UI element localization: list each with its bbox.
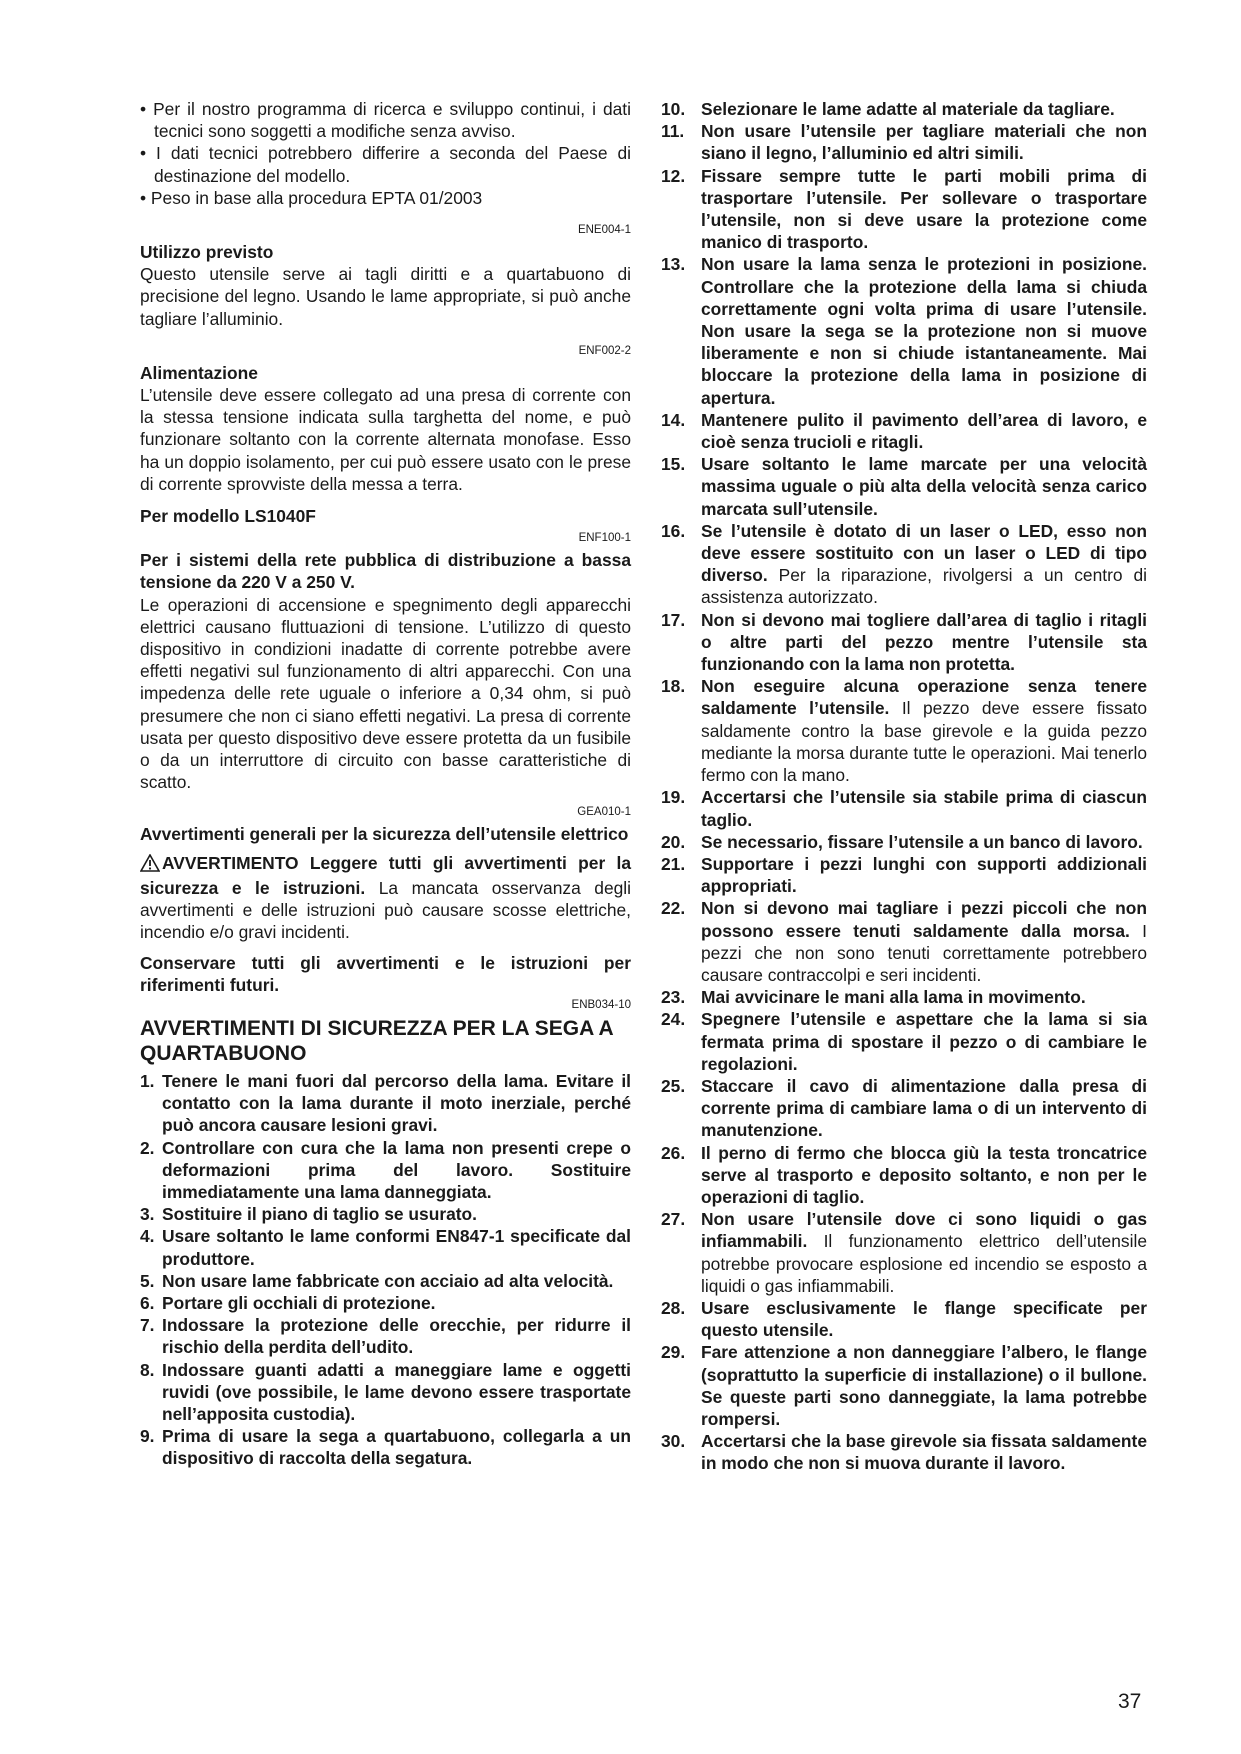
list-item: 7. Indossare la protezione delle orecchie, per ridurre il rischio della perdita dell’udito. [140, 1315, 631, 1358]
safety-list-left [140, 1070, 631, 1470]
section-text: L’utensile deve essere collegato ad una presa di corrente con la stessa tensione indicata sulla targhetta del nome, e può funzionare soltanto con la corrente alternata monofase. Esso ha un doppio isolamento, per cui può essere usato con le prese di corrente sprovviste della messa a terra. [140, 385, 631, 494]
list-item: 16. Se l’utensile è dotato di un laser o LED, esso non deve essere sostituito con un laser o LED di tipo diverso. Per la riparazione, rivolgersi a un centro di assistenza autorizzato. [661, 520, 1147, 608]
list-item: 27. Non usare l’utensile dove ci sono liquidi o gas infiammabili. Il funzionamento elettrico dell’utensile potrebbe provocare esplosione ed incendio se esposto a liquidi o gas infiammabili. [661, 1209, 1147, 1296]
conserve-note: Conservare tutti gli avvertimenti e le istruzioni per riferimenti futuri. [140, 952, 631, 995]
section-text: Le operazioni di accensione e spegnimento degli apparecchi elettrici causano fluttuazioni di tensione. L’utilizzo di questo dispositivo in condizioni inadatte di corrente potrebbe avere effetti negativi sul funzionamento di altri apparecchi. Con una impedenza delle rete uguale o inferiore a 0,34 ohm, si può presumere che non ci siano effetti negativi. La presa di corrente usata per questo dispositivo deve essere protetta da un fusibile o da un interruttore di circuito con basse caratteristiche di scatto. [140, 594, 631, 793]
list-item: 2. Controllare con cura che la lama non presenti crepe o deformazioni prima del lavoro. Sostituire immediatamente una lama danneggiata. [140, 1137, 631, 1202]
section-title: Utilizzo previsto [140, 242, 274, 263]
list-item: 17. Non si devono mai togliere dall’area di taglio i ritagli o altre parti del pezzo mentre l’utensile sta funzionando con la lama non protetta. [661, 609, 1147, 675]
list-item: 10. Selezionare le lame adatte al materiale da tagliare. [661, 99, 1115, 119]
section-code: ENE004-1 [577, 224, 631, 237]
section-title: Alimentazione [140, 362, 258, 383]
list-item: 1. Tenere le mani fuori dal percorso della lama. Evitare il contatto con la lama durante il moto inerziale, perché può ancora causare lesioni gravi. [140, 1070, 631, 1136]
list-item: 4. Usare soltanto le lame conformi EN847-1 specificate dal produttore. [140, 1226, 631, 1269]
list-item: 14. Mantenere pulito il pavimento dell’area di lavoro, e cioè senza trucioli e ritagli. [661, 409, 1147, 453]
list-item: 19. Accertarsi che l’utensile sia stabile prima di ciascun taglio. [661, 787, 1147, 830]
list-item: 26. Il perno di fermo che blocca giù la testa troncatrice serve al trasporto e deposito soltanto, e non per le operazioni di taglio. [661, 1142, 1147, 1207]
warning-triangle-icon [140, 854, 160, 877]
section-title: Per i sistemi della rete pubblica di distribuzione a bassa tensione da 220 V a 250 V. [140, 550, 631, 593]
warning-text: La mancata osservanza degli avvertimenti e delle istruzioni può causare scosse elettriche, incendio e/o gravi incidenti. [140, 877, 632, 943]
list-item: 24. Spegnere l’utensile e aspettare che la lama si sia fermata prima di spostare il pezzo o di cambiare le regolazioni. [661, 1009, 1147, 1074]
list-item: 9. Prima di usare la sega a quartabuono, collegarla a un dispositivo di raccolta della segatura. [140, 1426, 631, 1469]
bullet-item: • Peso in base alla procedura EPTA 01/2003 [140, 187, 483, 208]
warning-bold: AVVERTIMENTO Leggere tutti gli avvertimenti per la sicurezza e le istruzioni. [140, 852, 631, 898]
section-title: Avvertimenti generali per la sicurezza dell’utensile elettrico [140, 824, 629, 845]
section-code: ENF002-2 [578, 344, 631, 357]
safety-list-right [661, 98, 1147, 1475]
list-item: 15. Usare soltanto le lame marcate per una velocità massima uguale o più alta della velocità senza carico marcata sull’utensile. [661, 454, 1147, 519]
list-item: 18. Non eseguire alcuna operazione senza tenere saldamente l’utensile. Il pezzo deve essere fissato saldamente contro la base girevole e la guida pezzo mediante la morsa durante tutte le operazioni. Mai tenerlo fermo con la mano. [661, 676, 1147, 786]
warning-paragraph [140, 852, 631, 944]
list-item: 6. Portare gli occhiali di protezione. [140, 1292, 436, 1313]
list-item: 22. Non si devono mai tagliare i pezzi piccoli che non possono essere tenuti saldamente dalla morsa. I pezzi che non sono tenuti correttamente potrebbero causare contraccolpi e seri incidenti. [661, 898, 1147, 985]
section-code: ENF100-1 [578, 532, 631, 545]
list-item: 20. Se necessario, fissare l’utensile a un banco di lavoro. [661, 831, 1143, 852]
bullet-item: • I dati tecnici potrebbero differire a seconda del Paese di destinazione del modello. [140, 143, 631, 186]
bullet-item: • Per il nostro programma di ricerca e sviluppo continui, i dati tecnici sono soggetti a modifiche senza avviso. [140, 99, 631, 142]
list-item: 13. Non usare la lama senza le protezioni in posizione. Controllare che la protezione della lama si chiuda correttamente ogni volta prima di usare l’utensile. Non usare la sega se la protezione non si muove liberamente e non si chiude istantaneamente. Mai bloccare la protezione della lama in posizione di apertura. [661, 254, 1147, 408]
right-column [661, 98, 1147, 1475]
list-item: 8. Indossare guanti adatti a maneggiare lame e oggetti ruvidi (ove possibile, le lame devono essere trasportate nell’apposita custodia). [140, 1359, 631, 1424]
list-item: 5. Non usare lame fabbricate con acciaio ad alta velocità. [140, 1270, 614, 1291]
list-item: 23. Mai avvicinare le mani alla lama in movimento. [661, 987, 1086, 1008]
list-item: 3. Sostituire il piano di taglio se usurato. [140, 1204, 478, 1225]
list-item: 21. Supportare i pezzi lunghi con supporti addizionali appropriati. [661, 853, 1147, 897]
section-text: Questo utensile serve ai tagli diritti e a quartabuono di precisione del legno. Usando le lame appropriate, si può anche tagliare l’alluminio. [140, 264, 631, 329]
list-item: 28. Usare esclusivamente le flange specificate per questo utensile. [661, 1297, 1147, 1341]
list-item: 29. Fare attenzione a non danneggiare l’albero, le flange (soprattutto la superficie di installazione) o il bullone. Se queste parti sono danneggiate, la lama potrebbe rompersi. [661, 1342, 1147, 1429]
page-number: 37 [1118, 1690, 1142, 1713]
list-item: 30. Accertarsi che la base girevole sia fissata saldamente in modo che non si muova durante il lavoro. [661, 1431, 1147, 1474]
list-item: 12. Fissare sempre tutte le parti mobili prima di trasportare l’utensile. Per sollevare o trasportare l’utensile, non si deve usare la protezione come manico di trasporto. [661, 165, 1147, 253]
left-column [140, 98, 631, 1470]
section-code: GEA010-1 [577, 806, 631, 819]
list-item: 25. Staccare il cavo di alimentazione dalla presa di corrente prima di cambiare lama o di un intervento di manutenzione. [661, 1075, 1147, 1141]
section-heading: AVVERTIMENTI DI SICUREZZA PER LA SEGA A QUARTABUONO [140, 1016, 613, 1065]
section-code: ENB034-10 [571, 998, 631, 1011]
list-item: 11. Non usare l’utensile per tagliare materiali che non siano il legno, l’alluminio ed altri simili. [661, 121, 1147, 164]
section-title: Per modello LS1040F [140, 506, 316, 527]
